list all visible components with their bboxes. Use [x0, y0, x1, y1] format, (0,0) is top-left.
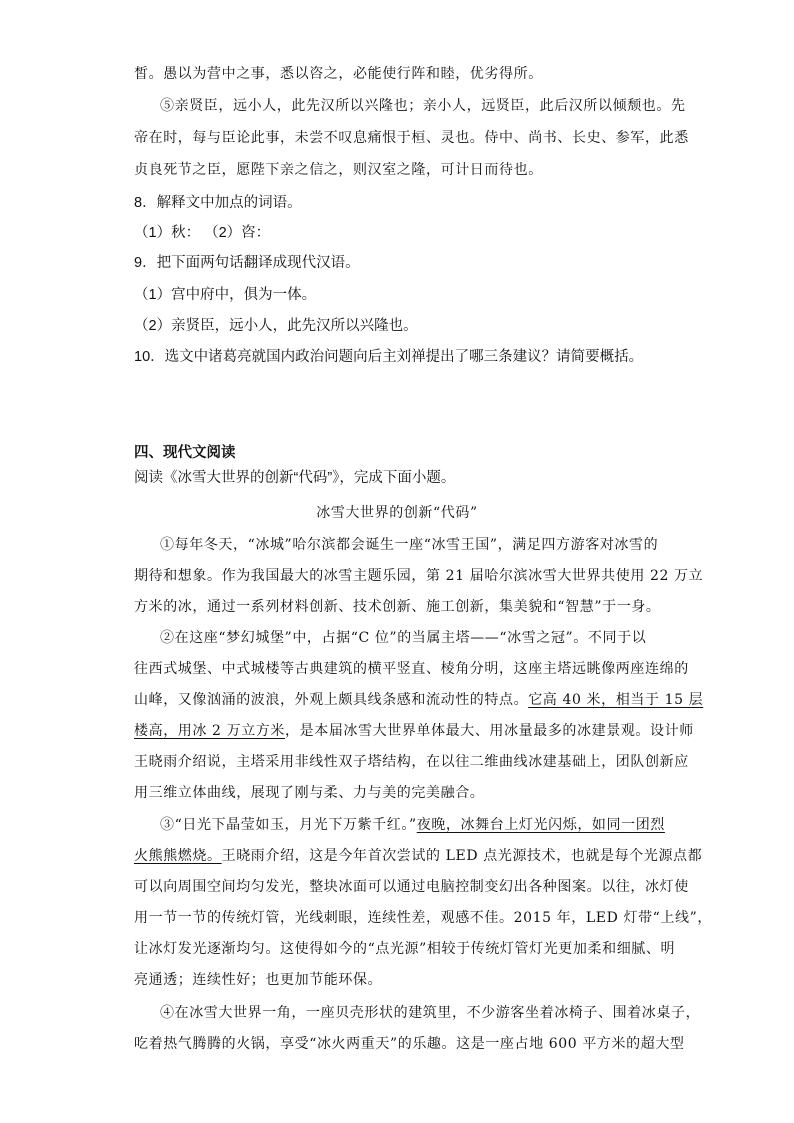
underlined-sentence: 火熊熊燃烧。: [134, 848, 222, 864]
article-p2-line: [134, 721, 694, 741]
question-8-parts: （1）秋： （2）咨：: [134, 225, 271, 241]
article-p3-line: 让冰灯发光逐渐均匀。这使得如今的“点光源”相较于传统灯管灯光更加柔和细腻、明: [134, 941, 676, 957]
article-p1-line: 期待和想象。作为我国最大的冰雪主题乐园，第 21 届哈尔滨冰雪大世界共使用 22 万立: [134, 568, 704, 584]
underlined-sentence: 它高 40 米，相当于 15 层: [528, 692, 704, 708]
question-9: 9．把下面两句话翻译成现代汉语。: [134, 255, 360, 271]
article-p2-line: 用三维立体曲线，展现了刚与柔、力与美的完美融合。: [134, 785, 485, 801]
classical-paragraph-5-line: 贞良死节之臣，愿陛下亲之信之，则汉室之隆，可计日而待也。: [134, 162, 543, 178]
article-p3-line: 用一节一节的传统灯管，光线刺眼，连续性差，观感不佳。2015 年，LED 灯带“上线”，: [134, 910, 712, 926]
article-p3-line: [134, 846, 702, 866]
classical-paragraph-5-line: 帝在时，每与臣论此事，未尝不叹息痛恨于桓、灵也。侍中、尚书、长史、参军，此悉: [134, 130, 689, 146]
article-p2-line: 往西式城堡、中式城楼等古典建筑的横平竖直、棱角分明，这座主塔远眺像两座连绵的: [134, 661, 689, 677]
article-p4-line: ④在冰雪大世界一角，一座贝壳形状的建筑里，不少游客坐着冰椅子、围着冰桌子，: [160, 1005, 701, 1021]
question-9-item-2: （2）亲贤臣，远小人，此先汉所以兴隆也。: [134, 318, 418, 334]
article-p4-line: 吃着热气腾腾的火锅，享受“冰火两重天”的乐趣。这是一座占地 600 平方米的超大型: [134, 1036, 685, 1052]
article-p1-line: 方米的冰，通过一系列材料创新、技术创新、施工创新，集美貌和“智慧”于一身。: [134, 599, 661, 615]
question-8: 8．解释文中加点的词语。: [134, 195, 302, 211]
article-p2-text: 山峰，又像汹涌的波浪，外观上颇具线条感和流动性的特点。: [134, 692, 529, 708]
article-p3-text: 王晓雨介绍，这是今年首次尝试的 LED 点光源技术，也就是每个光源点都: [221, 848, 703, 864]
article-title: 冰雪大世界的创新“代码”: [316, 505, 478, 521]
question-10: 10．选文中诸葛亮就国内政治问题向后主刘禅提出了哪三条建议？请简要概括。: [134, 349, 644, 365]
article-p3-text: ③“日光下晶莹如玉，月光下万紫千红。”: [160, 817, 417, 833]
section-heading: 四、现代文阅读: [134, 445, 236, 461]
question-9-item-1: （1）宫中府中，俱为一体。: [134, 287, 317, 303]
article-p1-line: ①每年冬天，“冰城”哈尔滨都会诞生一座“冰雪王国”，满足四方游客对冰雪的: [160, 537, 659, 553]
article-p3-line: 可以向周围空间均匀发光，整块冰面可以通过电脑控制变幻出各种图案。以往，冰灯使: [134, 879, 689, 895]
section-instruction: 阅读《冰雪大世界的创新“代码”》，完成下面小题。: [134, 470, 456, 486]
article-p2-line: 王晓雨介绍说，主塔采用非线性双子塔结构，在以往二维曲线冰建基础上，团队创新应: [134, 754, 689, 770]
classical-line: 皙。愚以为营中之事，悉以咨之，必能使行阵和睦，优劣得所。: [134, 66, 543, 82]
underlined-sentence: 夜晚，冰舞台上灯光闪烁，如同一团烈: [416, 817, 665, 833]
article-p2-text: ，是本届冰雪大世界单体最大、用冰量最多的冰建景观。设计师: [285, 723, 694, 739]
article-p2-line: [134, 690, 703, 710]
classical-paragraph-5-line: ⑤亲贤臣，远小人，此先汉所以兴隆也；亲小人，远贤臣，此后汉所以倾颓也。先: [160, 98, 686, 114]
article-p3-line: 亮通透；连续性好；也更加节能环保。: [134, 972, 383, 988]
underlined-sentence: 楼高，用冰 2 万立方米: [134, 723, 286, 739]
article-p2-line: ②在这座“梦幻城堡”中，占据“C 位”的当属主塔——“冰雪之冠”。不同于以: [160, 630, 647, 646]
article-p3-line: [160, 815, 665, 835]
